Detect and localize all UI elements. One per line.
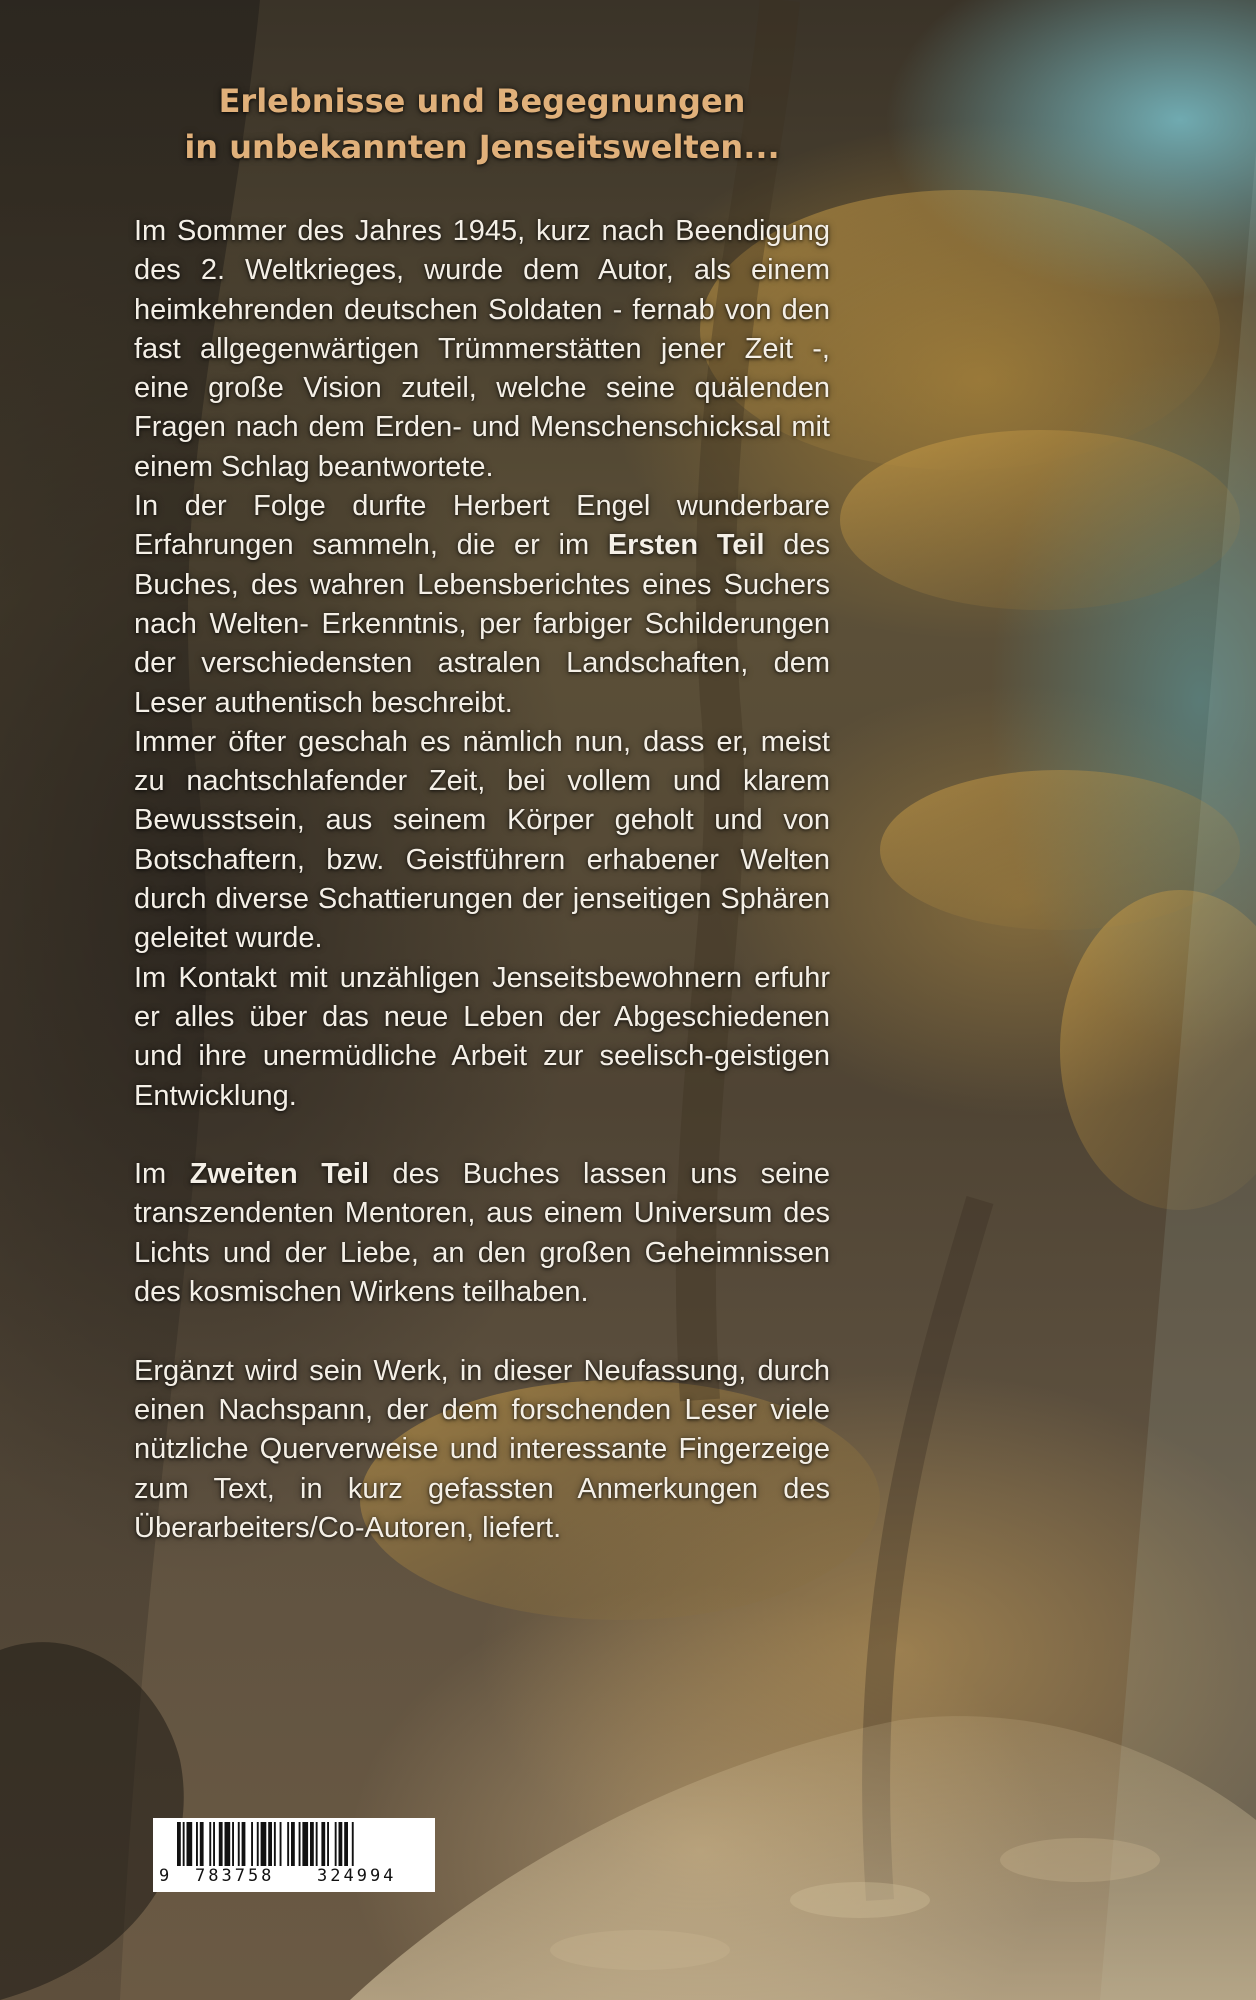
paragraph-second-part-rest: des Buches lassen uns seine transzendenten Mentoren, aus einem Universum des Lichts und der Liebe, an den großen Geheimnissen des kosmischen Wirkens teilhaben. <box>134 1158 830 1309</box>
blurb-panel <box>134 70 830 1548</box>
barcode-left-digits: 783758 <box>195 1866 275 1886</box>
second-part-emphasis: Zweiten Teil <box>189 1158 370 1191</box>
barcode-bar <box>177 1822 181 1866</box>
barcode-bar <box>251 1822 253 1866</box>
headline-line-1: Erlebnisse und Begegnungen <box>218 82 746 120</box>
barcode-bar <box>213 1822 215 1866</box>
barcode-bar <box>183 1822 185 1866</box>
paragraph-first-part-rest: des Buches, des wahren Lebensberichtes eines Suchers nach Welten- Erkenntnis, per farbiger Schilderungen der verschiedensten astralen Landschaften, dem Leser authentisch beschreibt. <box>134 529 830 719</box>
paragraph-first-part-lead: In der Folge durfte Herbert Engel wunderbare Erfahrungen sammeln, die er im <box>134 490 830 562</box>
first-part-emphasis: Ersten Teil <box>607 529 765 562</box>
barcode-bars <box>175 1822 415 1866</box>
barcode-bar <box>238 1822 240 1866</box>
barcode-bar <box>225 1822 231 1866</box>
barcode-bar <box>257 1822 259 1866</box>
paragraph-appendix: Ergänzt wird sein Werk, in dieser Neufassung, durch einen Nachspann, der dem forschenden Leser viele nützliche Querverweise und interessante Fingerzeige zum Text, in kurz gefassten Anmerkungen des Überarbeiters/Co-Autoren, liefert. <box>134 1354 830 1544</box>
barcode-bar <box>232 1822 234 1866</box>
blurb-body <box>134 212 830 1548</box>
barcode-bar <box>209 1822 211 1866</box>
barcode-bar <box>302 1822 308 1866</box>
paragraph-first-part <box>134 487 830 723</box>
paragraph-second-part <box>134 1155 830 1312</box>
barcode-bar <box>196 1822 198 1866</box>
barcode-right-digits: 324994 <box>317 1866 397 1886</box>
barcode-bar <box>321 1822 325 1866</box>
barcode-bar <box>242 1822 246 1866</box>
barcode-bar <box>339 1822 343 1866</box>
paragraph-contact: Im Kontakt mit unzähligen Jenseitsbewohnern erfuhr er alles über das neue Leben der Abgeschiedenen und ihre unermüdliche Arbeit zur seelisch-geistigen Entwicklung. <box>134 961 830 1112</box>
barcode-bar <box>287 1822 289 1866</box>
barcode-bar <box>344 1822 348 1866</box>
headline <box>134 78 830 170</box>
barcode-bar <box>219 1822 223 1866</box>
barcode-bar <box>291 1822 295 1866</box>
barcode-bar <box>327 1822 329 1866</box>
paragraph-vision: Im Sommer des Jahres 1945, kurz nach Beendigung des 2. Weltkrieges, wurde dem Autor, als einem heimkehrenden deutschen Soldaten - fernab von den fast allgegenwärtigen Trümmerstätten jener Zeit -, eine große Vision zuteil, welche seine quälenden Fragen nach dem Erden- und Menschenschicksal mit einem Schlag beantwortete. <box>134 215 830 483</box>
barcode-first-digit: 9 <box>159 1866 170 1886</box>
barcode-bar <box>200 1822 204 1866</box>
paragraph-out-of-body: Immer öfter geschah es nämlich nun, dass er, meist zu nachtschlafender Zeit, bei vollem und klarem Bewusstsein, aus seinem Körper geholt und von Botschaftern, bzw. Geistführern erhabener Welten durch diverse Schattierungen der jenseitigen Sphären geleitet wurde. <box>134 725 830 955</box>
barcode-bar <box>261 1822 267 1866</box>
barcode-bar <box>352 1822 354 1866</box>
barcode-bar <box>335 1822 337 1866</box>
isbn-barcode <box>153 1818 435 1892</box>
barcode-bar <box>274 1822 276 1866</box>
barcode-bar <box>280 1822 282 1866</box>
headline-line-2: in unbekannten Jenseitswelten... <box>184 128 780 166</box>
paragraph-second-part-lead: Im <box>134 1158 190 1191</box>
barcode-bar <box>310 1822 314 1866</box>
barcode-bar <box>299 1822 301 1866</box>
barcode-bar <box>268 1822 272 1866</box>
barcode-bar <box>316 1822 318 1866</box>
barcode-bar <box>187 1822 193 1866</box>
